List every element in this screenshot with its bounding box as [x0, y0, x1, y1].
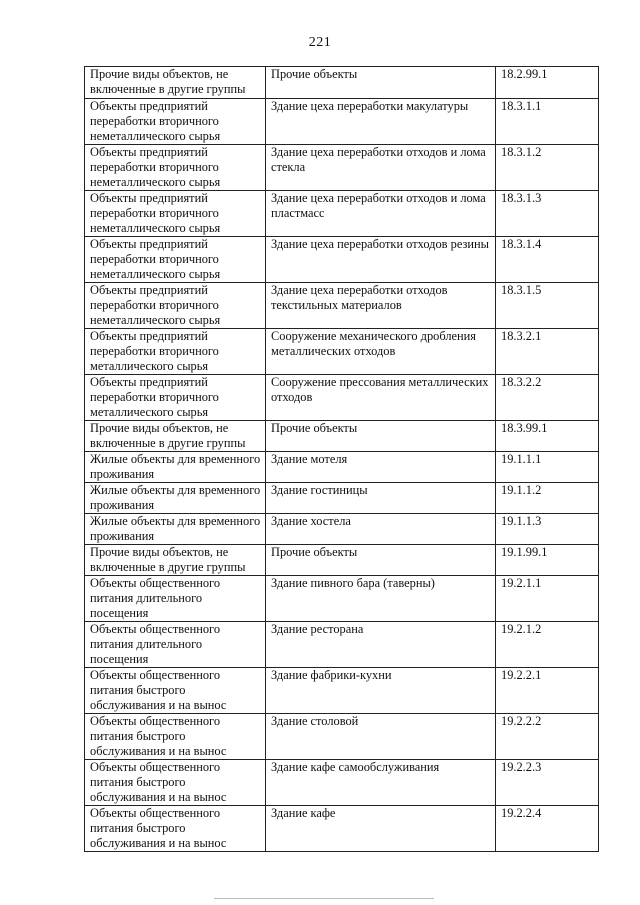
category-cell: Жилые объекты для временного проживания — [85, 514, 266, 545]
code-cell: 18.2.99.1 — [496, 67, 599, 99]
code-cell: 18.3.1.2 — [496, 145, 599, 191]
category-cell: Объекты предприятий переработки вторичного неметаллического сырья — [85, 283, 266, 329]
code-cell: 18.3.1.1 — [496, 99, 599, 145]
code-cell: 19.1.1.2 — [496, 483, 599, 514]
object-cell: Здание гостиницы — [266, 483, 496, 514]
table-row — [85, 99, 599, 145]
table-row — [85, 283, 599, 329]
category-cell: Объекты общественного питания быстрого обслуживания и на вынос — [85, 714, 266, 760]
object-cell: Здание цеха переработки отходов текстильных материалов — [266, 283, 496, 329]
code-cell: 19.2.2.3 — [496, 760, 599, 806]
code-cell: 19.2.2.2 — [496, 714, 599, 760]
object-cell: Сооружение механического дробления металлических отходов — [266, 329, 496, 375]
code-cell: 18.3.1.5 — [496, 283, 599, 329]
category-cell: Объекты общественного питания длительного посещения — [85, 622, 266, 668]
object-cell: Здание фабрики-кухни — [266, 668, 496, 714]
table-row — [85, 545, 599, 576]
object-cell: Здание цеха переработки отходов и лома стекла — [266, 145, 496, 191]
category-cell: Объекты предприятий переработки вторичного неметаллического сырья — [85, 99, 266, 145]
table-row — [85, 760, 599, 806]
category-cell: Объекты общественного питания быстрого обслуживания и на вынос — [85, 806, 266, 852]
object-cell: Здание мотеля — [266, 452, 496, 483]
object-classification-table — [84, 66, 599, 852]
category-cell: Объекты предприятий переработки вторичного металлического сырья — [85, 375, 266, 421]
code-cell: 19.2.1.2 — [496, 622, 599, 668]
table-row — [85, 714, 599, 760]
object-cell: Здание ресторана — [266, 622, 496, 668]
table-row — [85, 514, 599, 545]
code-cell: 19.2.1.1 — [496, 576, 599, 622]
object-cell: Сооружение прессования металлических отходов — [266, 375, 496, 421]
category-cell: Прочие виды объектов, не включенные в другие группы — [85, 545, 266, 576]
category-cell: Жилые объекты для временного проживания — [85, 452, 266, 483]
category-cell: Жилые объекты для временного проживания — [85, 483, 266, 514]
code-cell: 19.2.2.1 — [496, 668, 599, 714]
object-cell: Здание хостела — [266, 514, 496, 545]
category-cell: Объекты общественного питания длительного посещения — [85, 576, 266, 622]
object-cell: Здание кафе самообслуживания — [266, 760, 496, 806]
category-cell: Объекты общественного питания быстрого обслуживания и на вынос — [85, 668, 266, 714]
category-cell: Объекты предприятий переработки вторичного металлического сырья — [85, 329, 266, 375]
table-row — [85, 191, 599, 237]
code-cell: 18.3.2.1 — [496, 329, 599, 375]
code-cell: 18.3.1.3 — [496, 191, 599, 237]
page-number: 221 — [308, 35, 332, 50]
table-row — [85, 806, 599, 852]
table-row — [85, 622, 599, 668]
table-row — [85, 483, 599, 514]
code-cell: 19.1.99.1 — [496, 545, 599, 576]
table-row — [85, 67, 599, 99]
category-cell: Объекты общественного питания быстрого обслуживания и на вынос — [85, 760, 266, 806]
object-cell: Здание цеха переработки отходов резины — [266, 237, 496, 283]
object-cell: Здание кафе — [266, 806, 496, 852]
code-cell: 18.3.1.4 — [496, 237, 599, 283]
table-row — [85, 237, 599, 283]
category-cell: Объекты предприятий переработки вторичного неметаллического сырья — [85, 237, 266, 283]
table-body — [85, 67, 599, 852]
table-row — [85, 329, 599, 375]
category-cell: Прочие виды объектов, не включенные в другие группы — [85, 67, 266, 99]
table-row — [85, 145, 599, 191]
table-row — [85, 668, 599, 714]
code-cell: 18.3.2.2 — [496, 375, 599, 421]
table-row — [85, 421, 599, 452]
object-cell: Прочие объекты — [266, 421, 496, 452]
code-cell: 18.3.99.1 — [496, 421, 599, 452]
object-cell: Здание пивного бара (таверны) — [266, 576, 496, 622]
category-cell: Объекты предприятий переработки вторичного неметаллического сырья — [85, 145, 266, 191]
object-cell: Прочие объекты — [266, 545, 496, 576]
table-row — [85, 576, 599, 622]
scan-edge-line — [214, 898, 434, 899]
table-row — [85, 452, 599, 483]
object-cell: Прочие объекты — [266, 67, 496, 99]
code-cell: 19.1.1.3 — [496, 514, 599, 545]
code-cell: 19.1.1.1 — [496, 452, 599, 483]
object-cell: Здание цеха переработки макулатуры — [266, 99, 496, 145]
code-cell: 19.2.2.4 — [496, 806, 599, 852]
object-cell: Здание цеха переработки отходов и лома пластмасс — [266, 191, 496, 237]
object-cell: Здание столовой — [266, 714, 496, 760]
category-cell: Прочие виды объектов, не включенные в другие группы — [85, 421, 266, 452]
table-row — [85, 375, 599, 421]
category-cell: Объекты предприятий переработки вторичного неметаллического сырья — [85, 191, 266, 237]
